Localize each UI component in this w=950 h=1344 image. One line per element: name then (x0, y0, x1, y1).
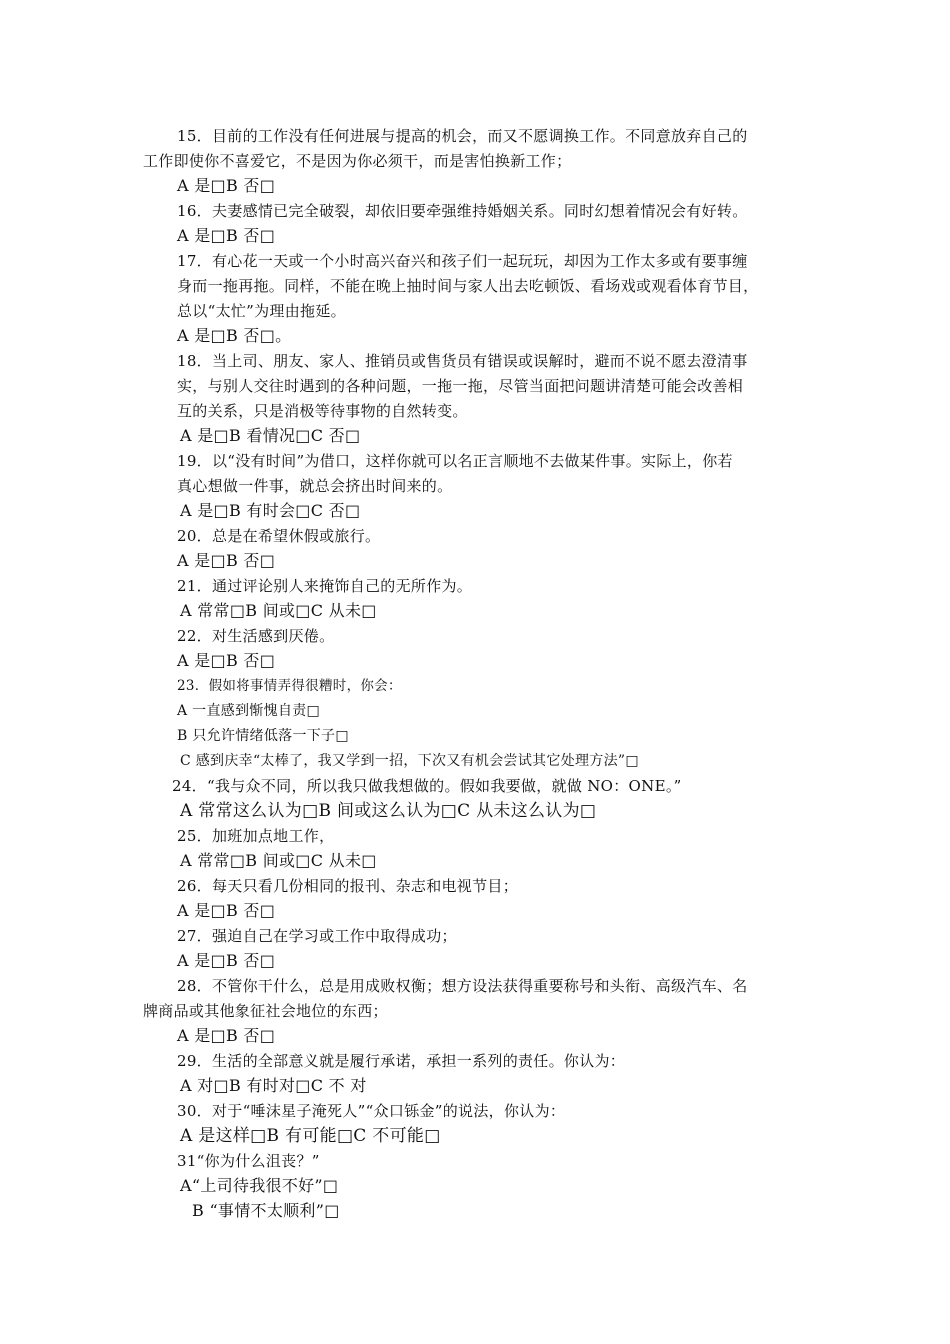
question-30-options: A 是这样□B 有可能□C 不可能□ (180, 1126, 441, 1146)
question-18-text-cont: 实，与别人交往时遇到的各种问题，一拖一拖，尽管当面把问题讲清楚可能会改善相 (177, 377, 744, 395)
question-27-options: A 是□B 否□ (177, 951, 276, 970)
question-16-text: 16．夫妻感情已完全破裂，却依旧要牵强维持婚姻关系。同时幻想着情况会有好转。 (177, 202, 748, 220)
question-28-text: 28．不管你干什么，总是用成败权衡；想方设法获得重要称号和头衔、高级汽车、名 (177, 977, 748, 995)
question-17-text: 17．有心花一天或一个小时高兴奋兴和孩子们一起玩玩，却因为工作太多或有要事缠 (177, 252, 748, 270)
question-31-option-a: A“上司待我很不好”□ (180, 1176, 339, 1195)
question-21-text: 21．通过评论别人来掩饰自己的无所作为。 (177, 577, 473, 595)
question-23-option-a: A 一直感到惭愧自责□ (177, 703, 321, 719)
question-29-text: 29．生活的全部意义就是履行承诺，承担一系列的责任。你认为： (177, 1052, 626, 1070)
question-17-text-cont2: 总以“太忙”为理由拖延。 (177, 302, 346, 320)
question-17-text-cont: 身而一拖再拖。同样，不能在晚上抽时间与家人出去吃顿饭、看场戏或观看体育节目， (177, 277, 759, 295)
question-27-text: 27．强迫自己在学习或工作中取得成功； (177, 927, 457, 945)
question-23-text: 23．假如将事情弄得很糟时，你会： (177, 678, 402, 694)
question-15-options: A 是□B 否□ (177, 176, 276, 195)
question-25-options: A 常常□B 间或□C 从未□ (180, 851, 377, 870)
question-24-text: 24．“我与众不同，所以我只做我想做的。假如我要做，就做 NO：ONE。” (172, 777, 682, 795)
question-28-text-cont: 牌商品或其他象征社会地位的东西； (143, 1002, 388, 1020)
question-19-text-cont: 真心想做一件事，就总会挤出时间来的。 (177, 477, 453, 495)
question-28-options: A 是□B 否□ (177, 1026, 276, 1045)
question-18-options: A 是□B 看情况□C 否□ (180, 426, 361, 445)
question-25-text: 25．加班加点地工作， (177, 827, 335, 845)
question-23-option-c: C 感到庆幸“太棒了，我又学到一招，下次又有机会尝试其它处理方法”□ (180, 753, 639, 769)
question-18-text: 18．当上司、朋友、家人、推销员或售货员有错误或误解时，避而不说不愿去澄清事 (177, 352, 748, 370)
question-17-options: A 是□B 否□。 (177, 326, 292, 345)
question-26-options: A 是□B 否□ (177, 901, 276, 920)
question-26-text: 26．每天只看几份相同的报刊、杂志和电视节目； (177, 877, 518, 895)
question-22-options: A 是□B 否□ (177, 651, 276, 670)
question-21-options: A 常常□B 间或□C 从未□ (180, 601, 377, 620)
question-29-options: A 对□B 有时对□C 不 对 (180, 1076, 367, 1095)
question-22-text: 22．对生活感到厌倦。 (177, 627, 335, 645)
question-20-text: 20．总是在希望休假或旅行。 (177, 527, 381, 545)
question-18-text-cont2: 互的关系，只是消极等待事物的自然转变。 (177, 402, 468, 420)
question-31-text: 31“你为什么沮丧？” (177, 1152, 320, 1170)
question-16-options: A 是□B 否□ (177, 226, 276, 245)
question-19-text: 19．以“没有时间”为借口，这样你就可以名正言顺地不去做某件事。实际上，你若 (177, 452, 733, 470)
question-30-text: 30．对于“唾沫星子淹死人”“众口铄金”的说法，你认为： (177, 1102, 566, 1120)
question-15-text-cont: 工作即使你不喜爱它，不是因为你必须干，而是害怕换新工作； (143, 152, 572, 170)
question-23-option-b: B 只允许情绪低落一下子□ (177, 728, 349, 744)
question-20-options: A 是□B 否□ (177, 551, 276, 570)
question-24-options: A 常常这么认为□B 间或这么认为□C 从未这么认为□ (180, 801, 597, 821)
question-15-text: 15．目前的工作没有任何进展与提高的机会，而又不愿调换工作。不同意放弃自己的 (177, 127, 748, 145)
question-19-options: A 是□B 有时会□C 否□ (180, 501, 361, 520)
question-31-option-b: B “事情不太顺利”□ (192, 1201, 340, 1220)
